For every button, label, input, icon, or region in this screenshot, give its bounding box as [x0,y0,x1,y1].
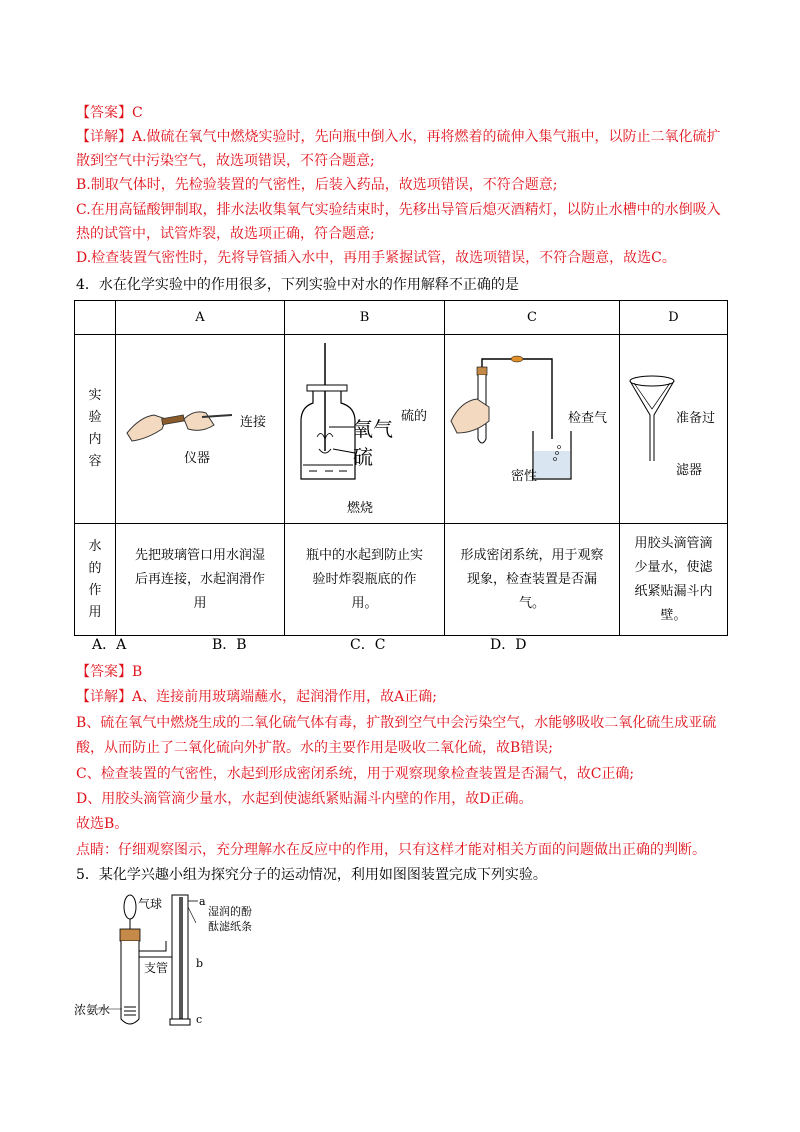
row-label-char: 用 [88,604,102,620]
row-label-char: 作 [88,582,102,598]
role-text: 先把玻璃管口用水润湿 [134,547,265,563]
exp-a-text: 连接 [240,415,267,430]
q3-detail-line: C.在用高锰酸钾制取，排水法收集氧气实验结束时，先移出导管后熄灭酒精灯，以防止水槽中的水倒吸入 [76,202,721,218]
q4-detail-line: 酸，从而防止了二氧化硫向外扩散。水的主要作用是吸收二氧化硫，故B错误; [76,740,554,756]
exp-cell-c [445,335,620,524]
exp-cell-d [620,335,728,524]
q4-table [74,300,728,636]
option-a[interactable]: A．A [92,637,127,653]
marker-c: c [196,1013,203,1026]
role-text: 壁。 [660,607,687,623]
q4-detail-line: C、检查装置的气密性，水起到形成密闭系统，用于观察现象检查装置是否漏气，故C正确; [76,766,635,782]
funnel-illustration [628,375,678,465]
q3-detail-line: 热的试管中，试管炸裂，故选项正确，符合题意; [76,226,375,242]
oxygen-label: 氧气 [353,417,393,441]
role-cell-b [285,524,445,636]
role-cell-a [116,524,285,636]
pointer-lines [329,421,359,461]
role-text: 现象，检查装置是否漏 [466,571,597,587]
row-label-char: 容 [88,454,102,469]
q3-answer-label: 【答案】C [76,105,143,121]
q4-answer-label: 【答案】B [76,664,143,680]
role-text: 用 [193,595,207,611]
balloon-label: 气球 [138,897,163,911]
connect-instruments-illustration [122,395,232,445]
option-c[interactable]: C．C [350,637,386,653]
row-label-experiment [75,335,116,524]
q4-detail-line: 【详解】A、连接前用玻璃端蘸水，起润滑作用，故A正确; [76,689,437,705]
branch-label: 支管 [144,961,169,975]
row-label-char: 验 [88,410,102,425]
q3-detail-line: B.制取气体时，先检验装置的气密性，后装入药品，故选项错误，不符合题意; [76,177,558,193]
header-b: B [285,301,445,335]
header-a: A [116,301,285,335]
ammonia-label: 浓氨水 [74,1003,111,1017]
row-label-char: 水 [88,538,102,554]
sulfur-label: 硫 [353,445,373,469]
header-d: D [620,301,728,335]
q3-detail-line: D.检查装置气密性时，先将导管插入水中，再用手紧握试管，故选项错误，不符合题意，故选C。 [76,250,676,266]
row-label-char: 实 [88,388,102,403]
paper-label: 酞滤纸条 [208,920,252,933]
role-cell-d [620,524,728,636]
exp-b-text: 燃烧 [347,501,374,516]
row-label-char: 内 [88,432,102,447]
role-cell-c [445,524,620,636]
exp-c-text: 检查气 [568,411,608,426]
q4-tip-line: 点睛：仔细观察图示，充分理解水在反应中的作用，只有这样才能对相关方面的问题做出正确的判断。 [76,842,706,858]
marker-b: b [196,957,204,970]
option-d[interactable]: D．D [490,637,527,653]
role-text: 气。 [518,595,545,611]
role-text: 后再连接，水起润滑作 [134,571,265,587]
exp-b-text: 硫的 [401,409,428,424]
row-label-role [75,524,116,636]
molecule-motion-apparatus-figure [74,893,296,1037]
q5-stem: 5．某化学兴趣小组为探究分子的运动情况，利用如图图装置完成下列实验。 [76,867,547,883]
exp-cell-a [116,335,285,524]
role-text: 少量水，使滤 [634,559,713,575]
exp-a-text: 仪器 [184,451,211,466]
row-label-char: 的 [88,560,102,576]
q3-detail-line: 散到空气中污染空气，故选项错误，不符合题意; [76,153,375,169]
q4-detail-line: 故选B。 [76,816,129,832]
role-text: 用胶头滴管滴 [634,535,713,551]
exp-d-text: 滤器 [676,463,703,478]
q3-detail-line: 【详解】A.做硫在氧气中燃烧实验时，先向瓶中倒入水，再将燃着的硫伸入集气瓶中，以防止二氧化硫扩 [76,129,721,145]
header-c: C [445,301,620,335]
role-text: 形成密闭系统，用于观察 [460,547,604,563]
exp-cell-b [285,335,445,524]
q4-detail-line: D、用胶头滴管滴少量水，水起到使滤纸紧贴漏斗内壁的作用，故D正确。 [76,791,533,807]
exp-d-text: 准备过 [676,411,716,426]
option-b[interactable]: B．B [212,637,247,653]
role-text: 用。 [351,595,378,611]
q4-stem: 4．水在化学实验中的作用很多，下列实验中对水的作用解释不正确的是 [76,277,519,293]
role-text: 瓶中的水起到防止实 [305,547,423,563]
role-text: 纸紧贴漏斗内 [634,583,713,599]
marker-a: a [199,895,206,908]
table-corner-cell [75,301,116,335]
paper-label: 湿润的酚 [208,905,252,918]
exp-c-text: 密性 [511,469,538,484]
role-text: 验时炸裂瓶底的作 [312,571,417,587]
q4-detail-line: B、硫在氧气中燃烧生成的二氧化硫气体有毒，扩散到空气中会污染空气，水能够吸收二氧化硫生成亚硫 [76,715,717,731]
